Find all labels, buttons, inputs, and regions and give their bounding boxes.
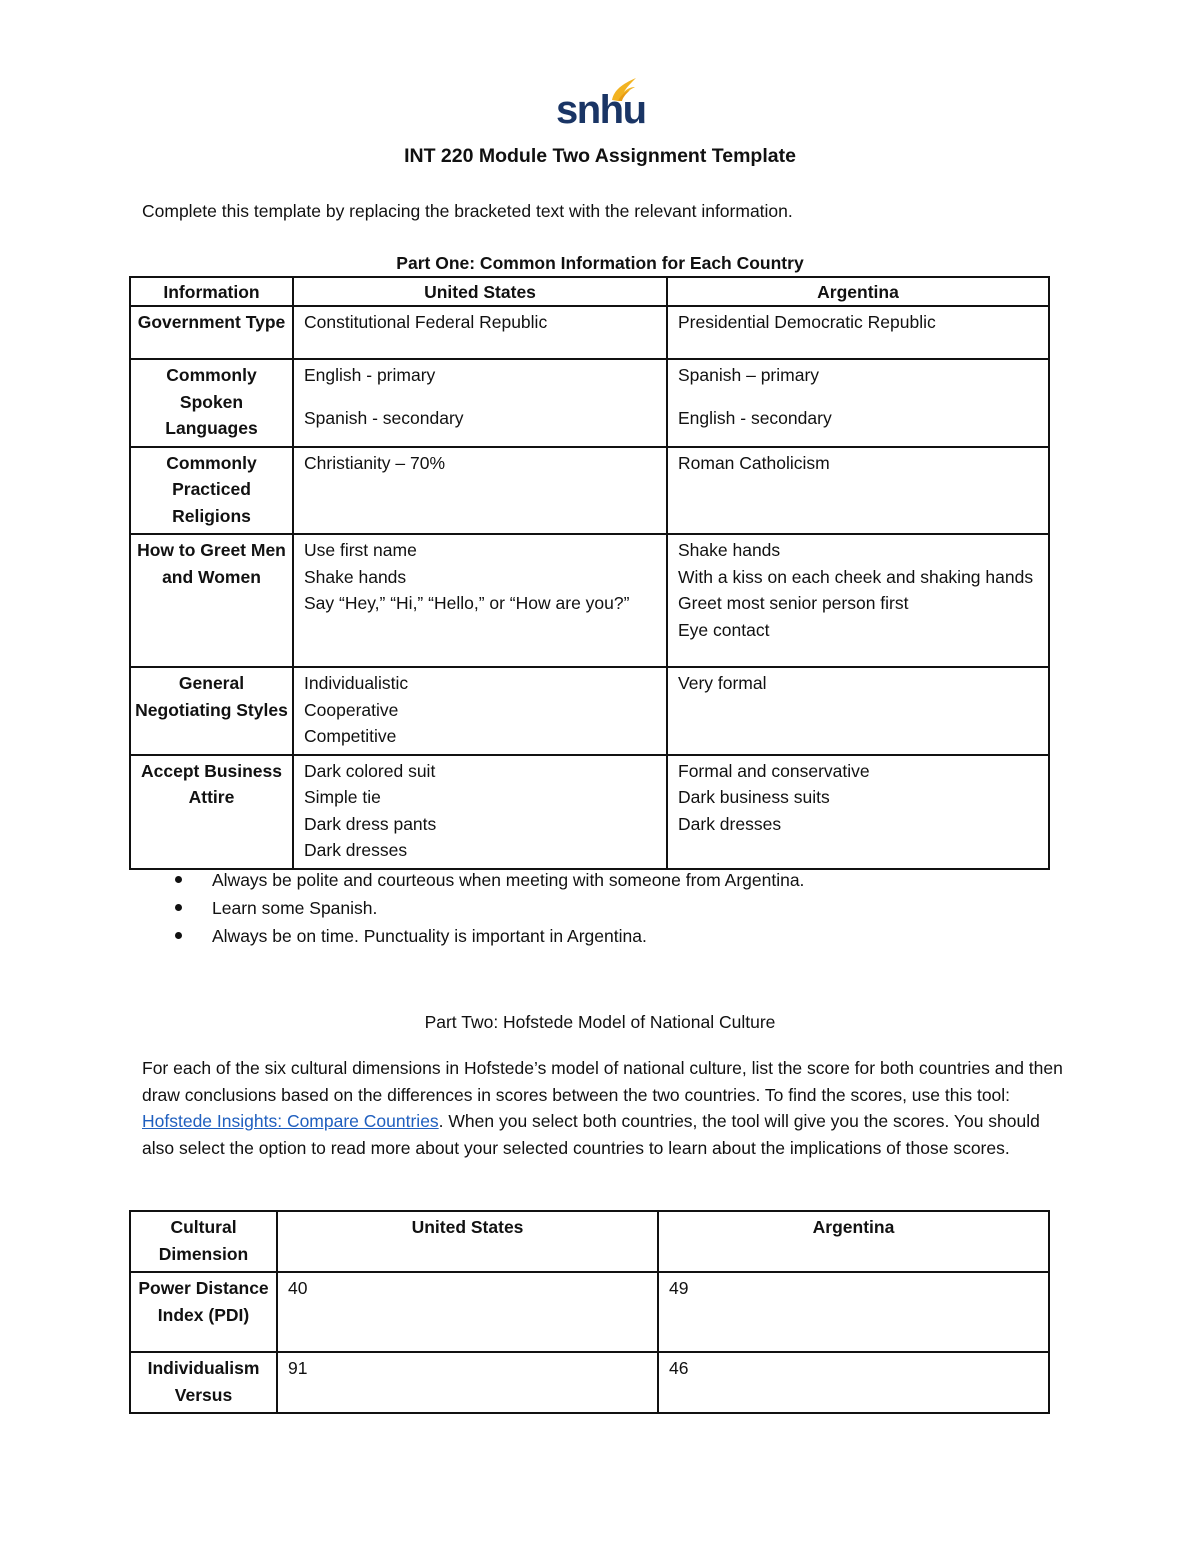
list-item: Always be polite and courteous when meeting with someone from Argentina. [142, 866, 804, 894]
us-cell [293, 359, 667, 447]
table-row [130, 667, 1049, 755]
table-row [130, 306, 1049, 359]
cell-line: Eye contact [678, 619, 770, 640]
cell-line: Formal and conservative [678, 760, 870, 781]
cell-line: Use first name [304, 540, 417, 560]
page-title: INT 220 Module Two Assignment Template [404, 145, 796, 167]
table-row [130, 447, 1049, 535]
cell-line: Greet most senior person first [678, 593, 909, 613]
para-before: For each of the six cultural dimensions in Hofstede’s model of national culture, list the score for both countries and then draw conclusions based on the differences in scores between the two countries. To find the scores, use this tool: [142, 1058, 1063, 1105]
cell-line: Very formal [678, 673, 767, 693]
ar-score: 49 [658, 1272, 1049, 1352]
cell-line: Spanish - secondary [304, 407, 464, 428]
cell-line: Individualistic [304, 673, 409, 693]
ar-cell [667, 359, 1049, 447]
cell-line: Dark dresses [304, 840, 408, 860]
header-cultural-dimension: Cultural Dimension [130, 1211, 277, 1272]
country-info-table [129, 276, 1050, 870]
snhu-logo [556, 76, 646, 132]
cell-line: Dark business suits [678, 787, 830, 807]
table-row [130, 1272, 1049, 1352]
ar-cell [667, 667, 1049, 755]
cell-line: Say “Hey,” “Hi,” “Hello,” or “How are you?” [304, 593, 630, 613]
cell-line: Constitutional Federal Republic [304, 312, 548, 332]
tips-list [142, 866, 804, 950]
ar-cell [667, 447, 1049, 535]
cell-line: Shake hands [678, 540, 781, 560]
part-two-heading: Part Two: Hofstede Model of National Culture [424, 1012, 776, 1032]
hofstede-table [129, 1210, 1050, 1414]
us-cell [293, 534, 667, 667]
row-label: Government Type [130, 306, 293, 359]
list-item: Learn some Spanish. [142, 894, 804, 922]
cell-line: Dark dress pants [304, 813, 437, 834]
cell-line: With a kiss on each cheek and shaking hands [678, 566, 1034, 587]
row-label: Commonly Spoken Languages [130, 359, 293, 447]
us-cell [293, 667, 667, 755]
table-header-row [130, 277, 1049, 306]
ar-cell [667, 306, 1049, 359]
hofstede-link[interactable]: Hofstede Insights: Compare Countries [142, 1111, 439, 1131]
us-cell [293, 306, 667, 359]
cell-line: Cooperative [304, 699, 399, 720]
part-two-instructions [142, 1055, 1072, 1161]
cell-line: Simple tie [304, 787, 381, 807]
intro-text: Complete this template by replacing the bracketed text with the relevant information. [142, 201, 793, 221]
cell-line: Shake hands [304, 566, 407, 587]
cell-line: Dark dresses [678, 813, 782, 834]
row-label: Power Distance Index (PDI) [130, 1272, 277, 1352]
header-information: Information [130, 277, 293, 306]
row-label: Commonly Practiced Religions [130, 447, 293, 535]
cell-line: Competitive [304, 726, 397, 746]
row-label: How to Greet Men and Women [130, 534, 293, 667]
us-score: 40 [277, 1272, 658, 1352]
part-one-heading: Part One: Common Information for Each Country [396, 253, 804, 273]
us-score: 91 [277, 1352, 658, 1413]
logo-text: snhu [556, 88, 646, 132]
table-row [130, 534, 1049, 667]
cell-line: English - primary [304, 365, 436, 385]
header-united-states: United States [277, 1211, 658, 1272]
para-after: . When you select both countries, the tool will give you the scores. You should also select the option to read more about your selected countries to learn about the implications of those scores. [142, 1111, 1040, 1158]
header-argentina: Argentina [667, 277, 1049, 306]
table-header-row [130, 1211, 1049, 1272]
us-cell [293, 447, 667, 535]
ar-cell [667, 755, 1049, 869]
table-row [130, 1352, 1049, 1413]
cell-line: English - secondary [678, 407, 832, 428]
row-label: Accept Business Attire [130, 755, 293, 869]
cell-line: Roman Catholicism [678, 452, 830, 473]
table-row [130, 755, 1049, 869]
row-label: General Negotiating Styles [130, 667, 293, 755]
cell-line: Christianity – 70% [304, 452, 446, 473]
header-argentina: Argentina [658, 1211, 1049, 1272]
cell-line: Dark colored suit [304, 760, 436, 781]
row-label: Individualism Versus [130, 1352, 277, 1413]
cell-line: Spanish – primary [678, 365, 820, 385]
header-united-states: United States [293, 277, 667, 306]
cell-line: Presidential Democratic Republic [678, 312, 936, 332]
ar-score: 46 [658, 1352, 1049, 1413]
us-cell [293, 755, 667, 869]
ar-cell [667, 534, 1049, 667]
table-row [130, 359, 1049, 447]
list-item: Always be on time. Punctuality is important in Argentina. [142, 922, 804, 950]
